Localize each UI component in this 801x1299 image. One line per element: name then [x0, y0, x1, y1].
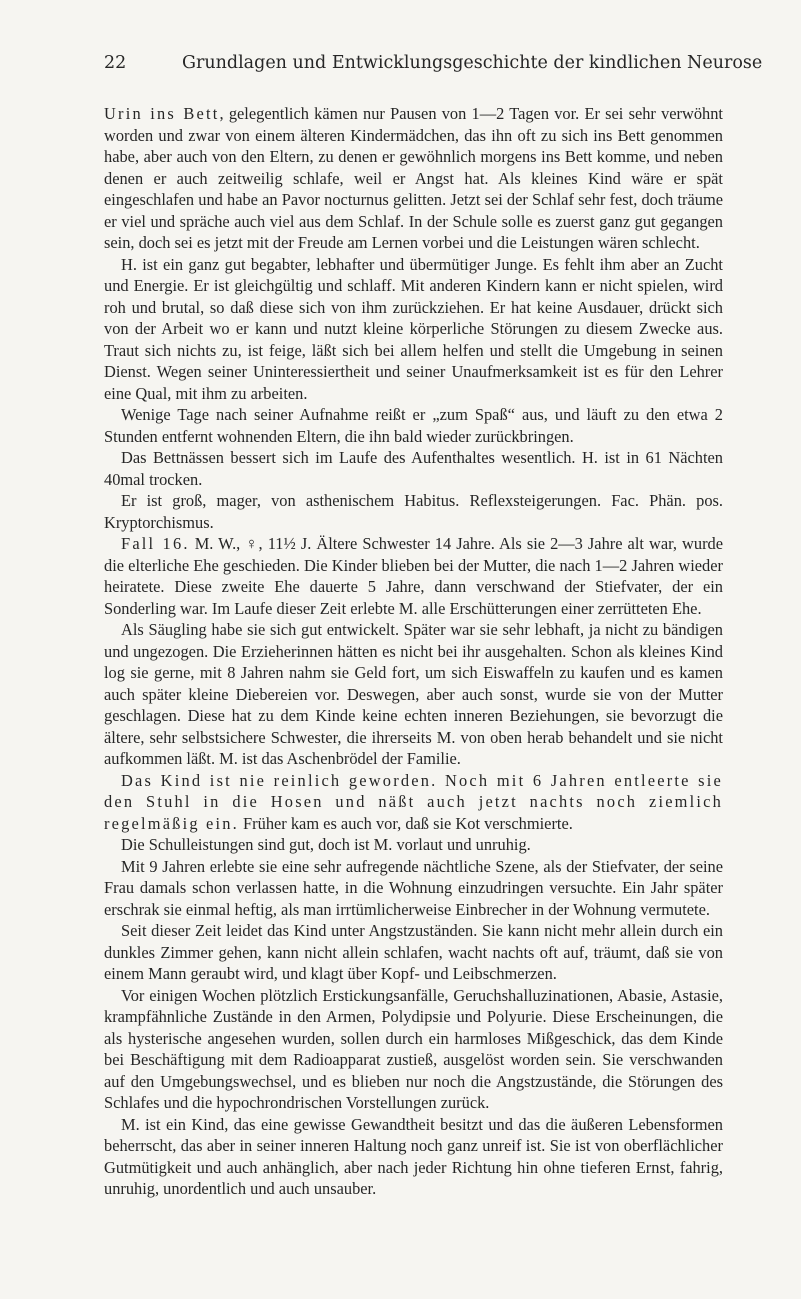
paragraph: M. ist ein Kind, das eine gewisse Gewandtheit besitzt und das die äußeren Lebensformen beherrscht, das aber in seiner inneren Haltung noch ganz unreif ist. Sie ist von oberflächlicher Gutmütigkeit und auch anhänglich, aber nach jeder Richtung hin ohne tieferen Ernst, fahrig, unruhig, unordentlich und auch unsauber.: [104, 1114, 723, 1198]
paragraph: Mit 9 Jahren erlebte sie eine sehr aufregende nächtliche Szene, als der Stiefvater, der seine Frau damals schon verlassen hatte, in die Wohnung einzudringen versuchte. Ein Jahr später erschrak sie einmal heftig, als man irrtümlicherweise Einbrecher in der Wohnung vermutete.: [104, 856, 723, 919]
paragraph: Er ist groß, mager, von asthenischem Habitus. Reflexsteigerungen. Fac. Phän. pos. Kryptorchismus.: [104, 491, 723, 532]
paragraph: Als Säugling habe sie sich gut entwickelt. Später war sie sehr lebhaft, ja nicht zu bändigen und ungezogen. Die Erzieherinnen hätten es nicht bei ihr ausgehalten. Schon als kleines Kind log sie gerne, mit 8 Jahren nahm sie Geld fort, um sich Eiswaffeln zu kaufen und es kamen auch später kleine Diebereien vor. Deswegen, aber auch sonst, wurde sie von der Mutter geschlagen. Diese hat zu dem Kinde keine echten inneren Beziehungen, sie bevorzugt die ältere, sehr selbstsichere Schwester, die ihrerseits M. von oben herab behandelt und sie nicht aufkommen läßt. M. ist das Aschenbrödel der Familie.: [104, 620, 723, 768]
running-title: Grundlagen und Entwicklungsgeschichte der kindlichen Neurose: [182, 53, 763, 73]
paragraph: Vor einigen Wochen plötzlich Erstickungsanfälle, Geruchshalluzinationen, Abasie, Astasie, krampfähnliche Zustände in den Armen, Polydipsie und Polyurie. Diese Erscheinungen, die als hysterische angesehen wurden, sollen durch ein harmloses Mißgeschick, das dem Kinde bei Beschäftigung mit dem Radioapparat zustieß, ausgelöst worden sein. Sie verschwanden auf den Umgebungswechsel, und es blieben nur noch die Angstzustände, die Störungen des Schlafes und die hypochrondrischen Vorstellungen zurück.: [104, 985, 723, 1112]
page-number: 22: [104, 53, 127, 73]
body-text: [104, 103, 723, 1200]
paragraph: Das Kind ist nie reinlich geworden. Noch mit 6 Jahren entleerte sie den Stuhl in die Hosen und näßt auch jetzt nachts noch ziemlich regelmäßig ein. Früher kam es auch vor, daß sie Kot verschmierte.: [104, 770, 723, 833]
paragraph: H. ist ein ganz gut begabter, lebhafter und übermütiger Junge. Es fehlt ihm aber an Zucht und Energie. Er ist gleichgültig und schlaff. Mit anderen Kindern kann er nicht spielen, wird roh und brutal, so daß diese sich von ihm zurückziehen. Er hat keine Ausdauer, drückt sich von der Arbeit wo er kann und nutzt kleine körperliche Störungen zu diesem Zwecke aus. Traut sich nichts zu, ist feige, läßt sich bei allem helfen und stellt die Umgebung in seinen Dienst. Wegen seiner Uninteressiertheit und seiner Unaufmerksamkeit ist es für den Lehrer eine Qual, mit ihm zu arbeiten.: [104, 254, 723, 403]
case-heading: Fall 16.: [121, 534, 190, 553]
spaced-emphasis: Urin ins Bett: [104, 104, 220, 123]
case-paragraph: Fall 16. M. W., ♀, 11½ J. Ältere Schwester 14 Jahre. Als sie 2—3 Jahre alt war, wurde die elterliche Ehe geschieden. Die Kinder blieben bei der Mutter, die nach 1—2 Jahren wieder heiratete. Diese zweite Ehe dauerte 5 Jahre, dann verschwand der Stiefvater, der ein Sonderling war. Im Laufe dieser Zeit erlebte M. alle Erschütterungen einer zerrütteten Ehe.: [104, 534, 723, 618]
paragraph: Die Schulleistungen sind gut, doch ist M. vorlaut und unruhig.: [121, 835, 531, 854]
paragraph: Urin ins Bett, gelegentlich kämen nur Pausen von 1—2 Tagen vor. Er sei sehr verwöhnt worden und zwar von einem älteren Kindermädchen, das ihn oft zu sich ins Bett genommen habe, aber auch von den Eltern, zu denen er gewöhnlich morgens ins Bett komme, und neben denen er auch zeitweilig schlafe, weil er Angst hat. Als kleines Kind wäre er spät eingeschlafen und habe an Pavor nocturnus gelitten. Jetzt sei der Schlaf sehr fest, doch träume er viel und spräche auch viel aus dem Schlaf. In der Schule solle es zuerst ganz gut gegangen sein, doch sei es jetzt mit der Freude am Lernen vorbei und die Leistungen wären schlecht.: [104, 104, 723, 252]
paragraph: Wenige Tage nach seiner Aufnahme reißt er „zum Spaß“ aus, und läuft zu den etwa 2 Stunden entfernt wohnenden Eltern, die ihn bald wieder zurückbringen.: [104, 405, 723, 446]
page-header: [104, 52, 763, 74]
paragraph: Seit dieser Zeit leidet das Kind unter Angstzuständen. Sie kann nicht mehr allein durch ein dunkles Zimmer gehen, kann nicht allein schlafen, wacht nachts oft auf, träumt, daß sie von einem Mann geraubt wird, und klagt über Kopf- und Leibschmerzen.: [104, 921, 723, 983]
spaced-emphasis: Das Kind ist nie reinlich geworden. Noch mit 6 Jahren entleerte sie den Stuhl in die Hosen und näßt auch jetzt nachts noch ziemlich regelmäßig ein.: [104, 770, 723, 833]
paragraph: Das Bettnässen bessert sich im Laufe des Aufenthaltes wesentlich. H. ist in 61 Nächten 40mal trocken.: [104, 448, 723, 489]
